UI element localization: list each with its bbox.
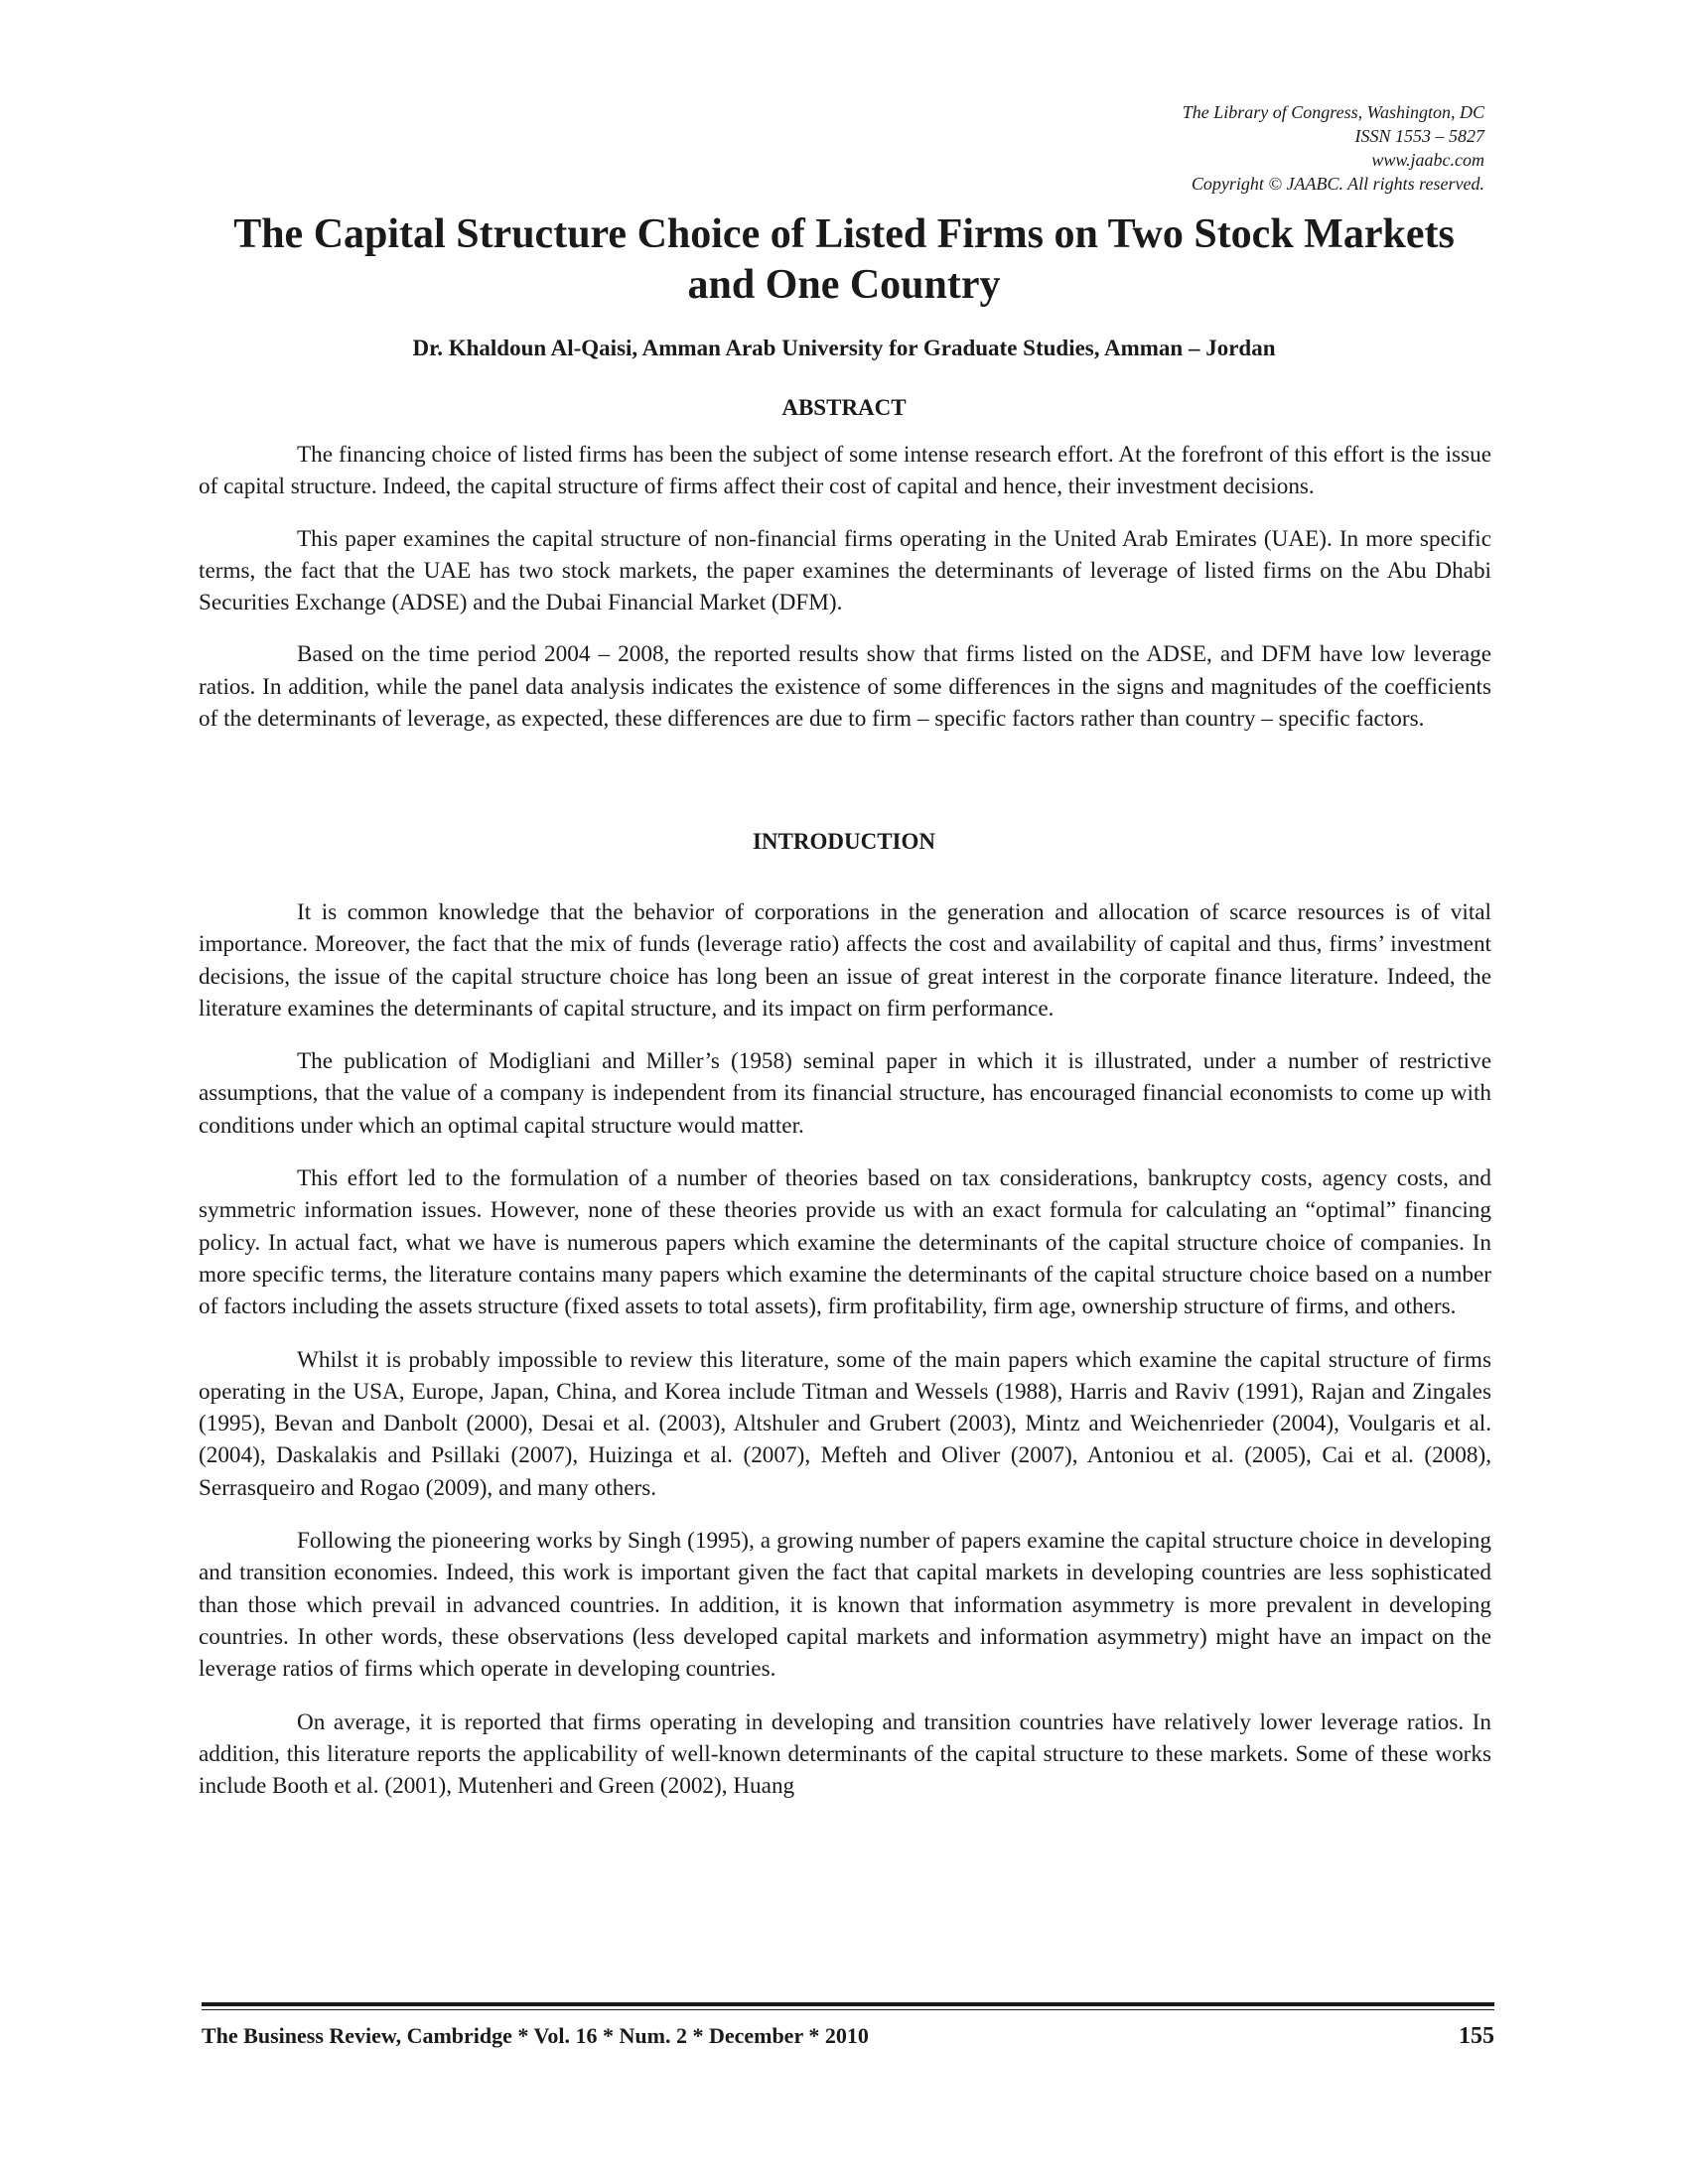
copyright-line: Copyright © JAABC. All rights reserved. [1191,174,1484,194]
abstract-paragraph: This paper examines the capital structure of non-financial firms operating in the United Arab Emirates (UAE). In more specific terms, the fact that the UAE has two stock markets, the paper examines the determinants of leverage of listed firms on the Abu Dhabi Securities Exchange (ADSE) and the Dubai Financial Market (DFM). [199,525,1491,616]
introduction-paragraph: The publication of Modigliani and Miller’s (1958) seminal paper in which it is illustrated, under a number of restrictive assumptions, that the value of a company is independent from its financial structure, has encouraged financial economists to come up with conditions under which an optimal capital structure would matter. [199,1048,1491,1139]
issn-line: ISSN 1553 – 5827 [1354,126,1484,146]
introduction-paragraph: It is common knowledge that the behavior of corporations in the generation and allocation of scarce resources is of vital importance. Moreover, the fact that the mix of funds (leverage ratio) affects the cost and availability of capital and thus, firms’ investment decisions, the issue of the capital structure choice has long been an issue of great interest in the corporate finance literature. Indeed, the literature examines the determinants of capital structure, and its impact on firm performance. [199,899,1491,1022]
abstract-paragraph: Based on the time period 2004 – 2008, the reported results show that firms listed on the ADSE, and DFM have low leverage ratios. In addition, while the panel data analysis indicates the existence of some differences in the signs and magnitudes of the coefficients of the determinants of leverage, as expected, these differences are due to firm – specific factors rather than country – specific factors. [199,641,1491,733]
abstract-paragraph: The financing choice of listed firms has been the subject of some intense research effort. At the forefront of this effort is the issue of capital structure. Indeed, the capital structure of firms affect their cost of capital and hence, their investment decisions. [199,442,1491,500]
introduction-paragraph: On average, it is reported that firms operating in developing and transition countries have relatively lower leverage ratios. In addition, this literature reports the applicability of well-known determinants of the capital structure to these markets. Some of these works include Booth et al. (2001), Mutenheri and Green (2002), Huang [199,1708,1491,1800]
page-footer [202,2019,1494,2053]
journal-header [789,100,1484,196]
paper-title: The Capital Structure Choice of Listed Firms on Two Stock Markets and One Country [233,211,1455,308]
introduction-paragraph: Whilst it is probably impossible to review this literature, some of the main papers which examine the capital structure of firms operating in the USA, Europe, Japan, China, and Korea include Titman and Wessels (1988), Harris and Raviv (1991), Rajan and Zingales (1995), Bevan and Danbolt (2000), Desai et al. (2003), Altshuler and Grubert (2003), Mintz and Weichenrieder (2004), Voulgaris et al. (2004), Daskalakis and Psillaki (2007), Huizinga et al. (2007), Mefteh and Oliver (2007), Antoniou et al. (2005), Cai et al. (2008), Serrasqueiro and Rogao (2009), and many others. [199,1346,1491,1501]
abstract-body [199,439,1491,754]
introduction-paragraph: Following the pioneering works by Singh (1995), a growing number of papers examine the capital structure choice in developing and transition economies. Indeed, this work is important given the fact that capital markets in developing countries are less sophisticated than those which prevail in advanced countries. In addition, it is known that information asymmetry is more prevalent in developing countries. In other words, these observations (less developed capital markets and information asymmetry) might have an impact on the leverage ratios of firms which operate in developing countries. [199,1528,1491,1683]
footer-rule [202,2002,1494,2006]
introduction-body [199,896,1491,1823]
introduction-paragraph: This effort led to the formulation of a number of theories based on tax considerations, bankruptcy costs, agency costs, and symmetric information issues. However, none of these theories provide us with an exact formula for calculating an “optimal” financing policy. In actual fact, what we have is numerous papers which examine the determinants of the capital structure choice of companies. In more specific terms, the literature contains many papers which examine the determinants of the capital structure choice based on a number of factors including the assets structure (fixed assets to total assets), firm profitability, firm age, ownership structure of firms, and others. [199,1165,1491,1320]
publisher-line: The Library of Congress, Washington, DC [1182,102,1484,122]
author-affiliation: Dr. Khaldoun Al-Qaisi, Amman Arab University for Graduate Studies, Amman – Jordan [412,336,1276,360]
page-number: 155 [1459,2023,1494,2049]
abstract-heading: ABSTRACT [781,395,907,420]
footer-journal-citation: The Business Review, Cambridge * Vol. 16 * Num. 2 * December * 2010 [202,2023,869,2048]
website-line: www.jaabc.com [1371,150,1484,170]
introduction-heading: INTRODUCTION [752,829,936,854]
